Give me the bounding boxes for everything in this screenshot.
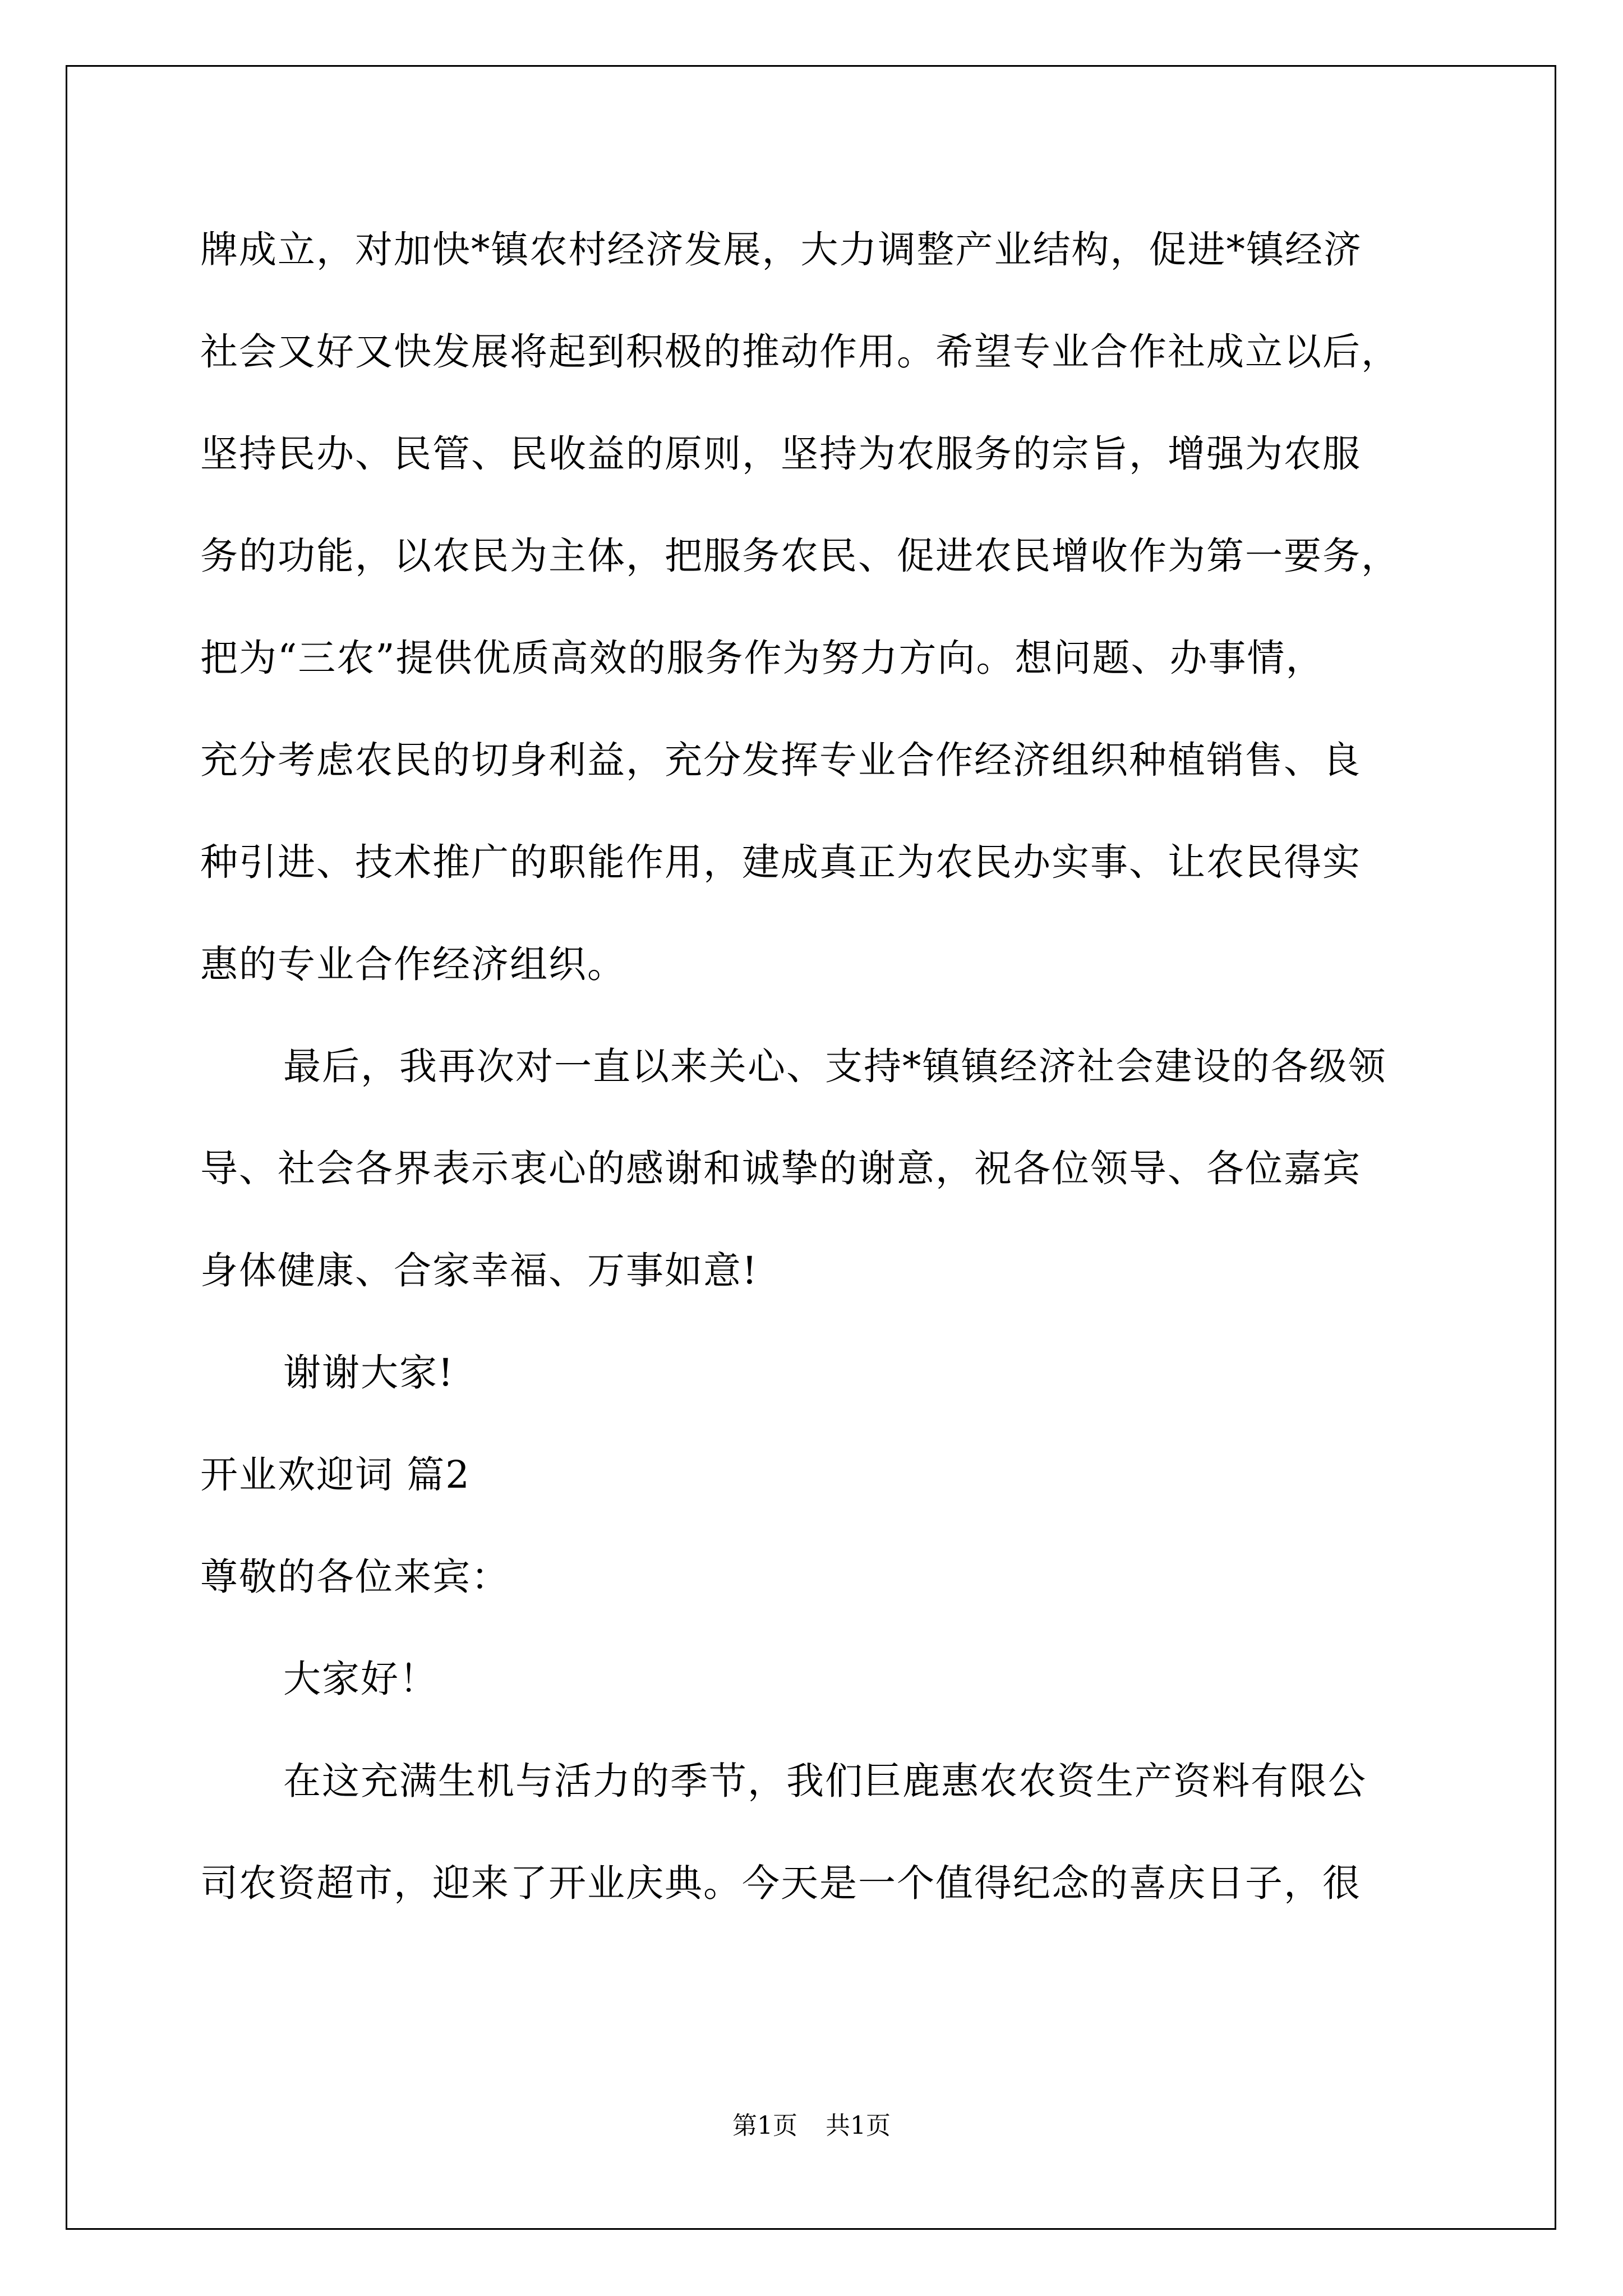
text-line: 坚持民办、民管、民收益的原则，坚持为农服务的宗旨，增强为农服 xyxy=(200,432,1361,476)
page-total: 共1页 xyxy=(826,2111,891,2140)
text-line: 身体健康、合家幸福、万事如意! xyxy=(200,1249,758,1292)
page-footer xyxy=(0,2109,1623,2143)
text-line: 惠的专业合作经济组织。 xyxy=(200,942,626,986)
section-heading: 开业欢迎词 篇2 xyxy=(200,1453,471,1497)
text-line: 把为“三农”提供优质高效的服务作为努力方向。想问题、办事情， xyxy=(200,636,1325,680)
text-line: 充分考虑农民的切身利益，充分发挥专业合作经济组织种植销售、良 xyxy=(200,738,1361,782)
text-line: 社会又好又快发展将起到积极的推动作用。希望专业合作社成立以后， xyxy=(200,330,1400,374)
text-line: 司农资超市，迎来了开业庆典。今天是一个值得纪念的喜庆日子，很 xyxy=(200,1861,1361,1905)
greeting: 大家好！ xyxy=(283,1657,438,1701)
text-line: 务的功能，以农民为主体，把服务农民、促进农民增收作为第一要务， xyxy=(200,534,1400,578)
text-line: 导、社会各界表示衷心的感谢和诚挚的谢意，祝各位领导、各位嘉宾 xyxy=(200,1147,1361,1190)
text-line: 种引进、技术推广的职能作用，建成真正为农民办实事、让农民得实 xyxy=(200,840,1361,884)
text-line: 牌成立，对加快*镇农村经济发展，大力调整产业结构，促进*镇经济 xyxy=(200,228,1362,272)
paragraph-start-line: 最后，我再次对一直以来关心、支持*镇镇经济社会建设的各级领 xyxy=(283,1045,1387,1088)
salutation: 尊敬的各位来宾： xyxy=(200,1555,510,1599)
document-body xyxy=(200,216,1434,1952)
thanks-line: 谢谢大家! xyxy=(283,1351,454,1395)
paragraph-start-line: 在这充满生机与活力的季节，我们巨鹿惠农农资生产资料有限公 xyxy=(283,1759,1367,1803)
page-number: 第1页 xyxy=(732,2111,797,2140)
